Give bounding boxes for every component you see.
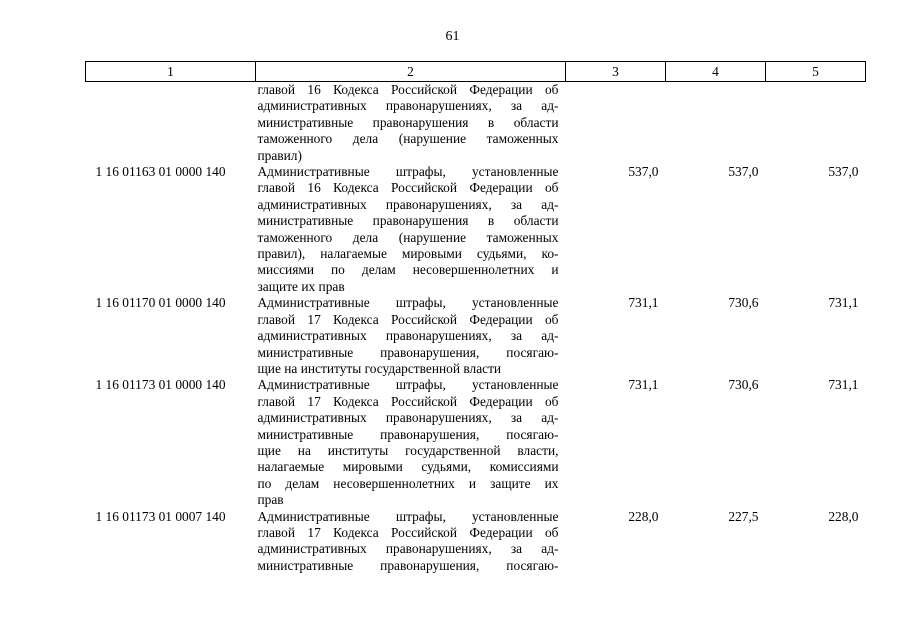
table-row xyxy=(86,377,866,508)
value-col3-cell xyxy=(566,82,666,165)
code-cell: 1 16 01173 01 0007 140 xyxy=(95,508,226,524)
code-cell: 1 16 01173 01 0000 140 xyxy=(95,377,226,393)
description-cell xyxy=(256,377,566,508)
header-row xyxy=(86,62,866,82)
description-line: министративные правонарушения, посягаю- xyxy=(257,426,559,442)
value-col3-cell: 228,0 xyxy=(628,508,659,524)
description-line: таможенного дела (нарушение таможенных xyxy=(257,229,559,245)
value-col5-cell: 731,1 xyxy=(828,377,859,393)
table-header xyxy=(86,62,866,82)
value-col3-cell: 731,1 xyxy=(628,295,659,311)
budget-revenue-table xyxy=(85,61,866,574)
value-col3-cell: 537,0 xyxy=(628,164,659,180)
description-line: щие на институты государственной власти, xyxy=(257,442,559,458)
value-col5-cell: 731,1 xyxy=(828,295,859,311)
table-row xyxy=(86,509,866,575)
description-line: правил) xyxy=(257,147,302,163)
description-line: административных правонарушениях, за ад- xyxy=(257,98,559,114)
description-line: административных правонарушениях, за ад- xyxy=(257,541,559,557)
description-cell xyxy=(256,164,566,295)
column-header-4: 4 xyxy=(666,62,766,82)
value-col5-cell: 228,0 xyxy=(828,508,859,524)
value-col5-cell xyxy=(766,82,866,165)
column-header-3: 3 xyxy=(566,62,666,82)
description-cell xyxy=(256,82,566,165)
description-line: главой 17 Кодекса Российской Федерации об xyxy=(257,524,559,540)
value-col5-cell: 537,0 xyxy=(828,164,859,180)
description-line: Административные штрафы, установленные xyxy=(257,295,559,311)
value-col4-cell: 730,6 xyxy=(728,377,759,393)
description-line: прав xyxy=(257,492,284,508)
description-line: Административные штрафы, установленные xyxy=(257,508,559,524)
code-cell xyxy=(86,82,256,165)
description-line: министративные правонарушения, посягаю- xyxy=(257,557,559,573)
description-line: щие на институты государственной власти xyxy=(257,360,502,376)
description-line: правил), налагаемые мировыми судьями, ко- xyxy=(257,246,559,262)
description-line: главой 16 Кодекса Российской Федерации об xyxy=(257,180,559,196)
description-line: миссиями по делам несовершеннолетних и xyxy=(257,262,559,278)
description-line: административных правонарушениях, за ад- xyxy=(257,196,559,212)
value-col4-cell xyxy=(666,82,766,165)
description-line: административных правонарушениях, за ад- xyxy=(257,410,559,426)
description-cell xyxy=(256,509,566,575)
page-number: 61 xyxy=(445,29,460,44)
description-line: главой 17 Кодекса Российской Федерации об xyxy=(257,311,559,327)
value-col4-cell: 730,6 xyxy=(728,295,759,311)
description-line: Административные штрафы, установленные xyxy=(257,164,559,180)
description-line: главой 16 Кодекса Российской Федерации об xyxy=(257,82,559,97)
value-col4-cell: 537,0 xyxy=(728,164,759,180)
description-line: Административные штрафы, установленные xyxy=(257,377,559,393)
description-line: министративные правонарушения, посягаю- xyxy=(257,344,559,360)
code-cell: 1 16 01170 01 0000 140 xyxy=(95,295,226,311)
description-line: таможенного дела (нарушение таможенных xyxy=(257,131,559,147)
description-cell xyxy=(256,295,566,377)
value-col4-cell: 227,5 xyxy=(728,508,759,524)
description-line: налагаемые мировыми судьями, комиссиями xyxy=(257,459,559,475)
table-row-continuation xyxy=(86,82,866,165)
description-line: министративные правонарушения в области xyxy=(257,213,559,229)
description-line: главой 17 Кодекса Российской Федерации об xyxy=(257,393,559,409)
column-header-5: 5 xyxy=(766,62,866,82)
code-cell: 1 16 01163 01 0000 140 xyxy=(95,164,226,180)
description-line: по делам несовершеннолетних и защите их xyxy=(257,475,559,491)
column-header-1: 1 xyxy=(86,62,256,82)
value-col3-cell: 731,1 xyxy=(628,377,659,393)
table-row xyxy=(86,295,866,377)
description-line: министративные правонарушения в области xyxy=(257,114,559,130)
column-header-2: 2 xyxy=(256,62,566,82)
description-line: административных правонарушениях, за ад- xyxy=(257,328,559,344)
description-line: защите их прав xyxy=(257,278,345,294)
table-row xyxy=(86,164,866,295)
